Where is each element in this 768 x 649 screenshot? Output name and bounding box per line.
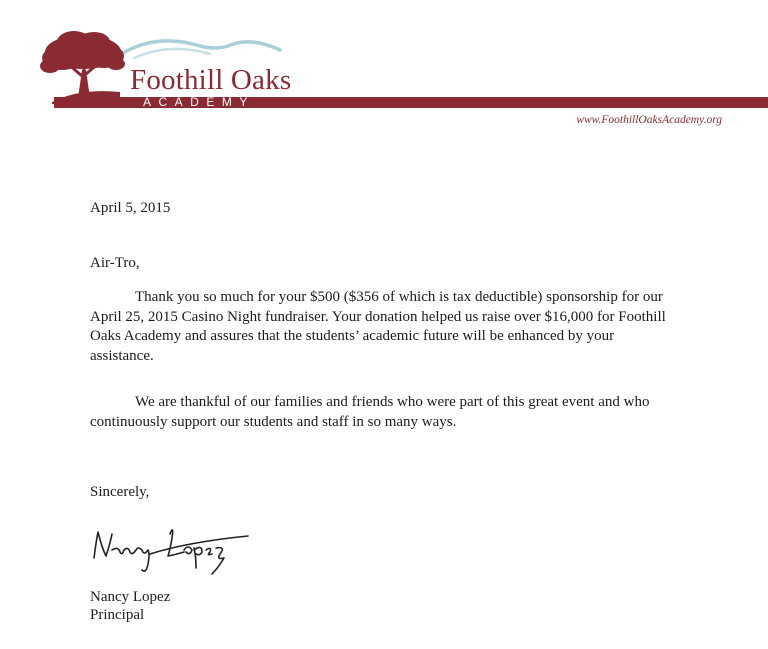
paragraph-1 [90, 288, 680, 366]
salutation: Air-Tro, [90, 255, 140, 271]
signer-title: Principal [90, 607, 145, 623]
closing: Sincerely, [90, 484, 150, 500]
letter-date: April 5, 2015 [90, 200, 171, 216]
handwritten-signature [88, 520, 258, 580]
paragraph-1-text: Thank you so much for your $500 ($356 of which is tax deductible) sponsorship for our April 25, 2015 Casino Night fundraiser. Your donation helped us raise over $16,000 for Foothill Oaks Academy and assures that the students’ academic future will be enhanced by your assistance. [90, 289, 666, 364]
paragraph-2-text: We are thankful of our families and friends who were part of this great event and who continuously support our students and staff in so many ways. [90, 394, 650, 430]
website-link[interactable]: www.FoothillOaksAcademy.org [576, 114, 722, 126]
paragraph-2 [90, 393, 680, 432]
school-subtitle: ACADEMY [143, 95, 255, 109]
school-name: Foothill Oaks [130, 64, 292, 96]
letterhead [0, 0, 768, 135]
signer-name: Nancy Lopez [90, 589, 171, 605]
